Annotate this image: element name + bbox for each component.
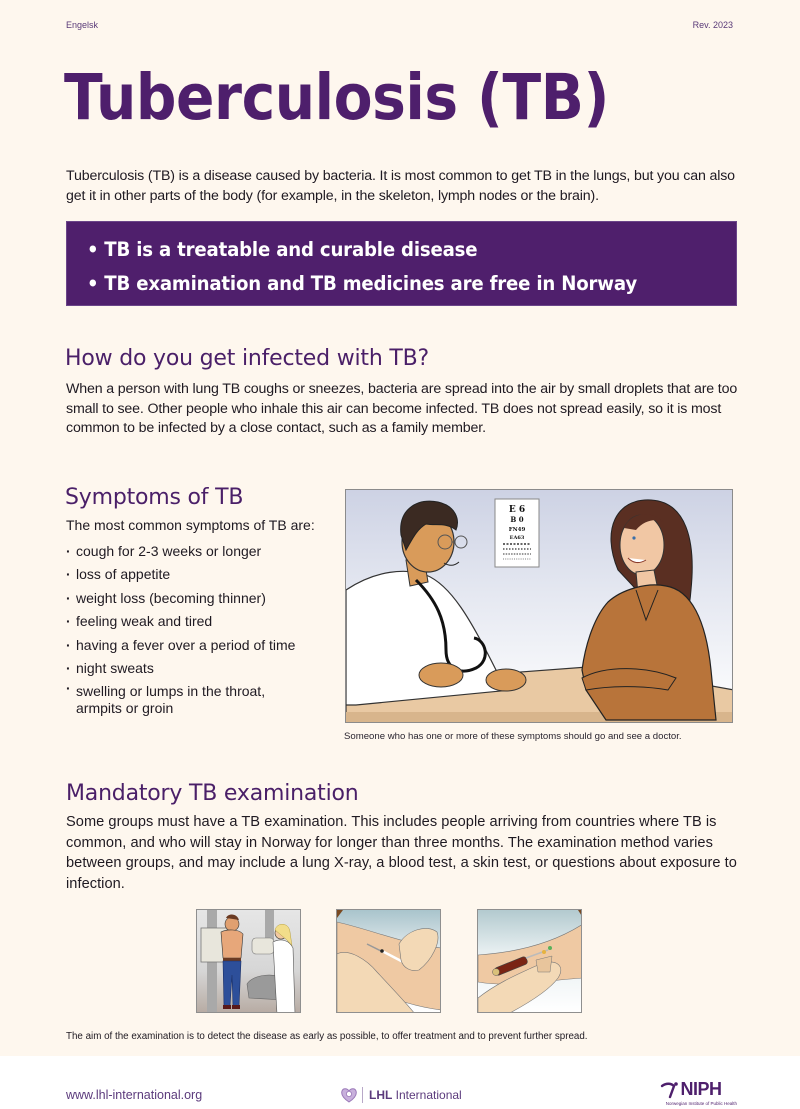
symptom-item: · night sweats	[66, 657, 295, 680]
lhl-name: LHL International	[369, 1088, 462, 1102]
lhl-heart-icon	[340, 1086, 358, 1104]
bullet-icon: •	[87, 238, 99, 261]
mandatory-paragraph: Some groups must have a TB examination. This includes people arriving from countries where TB is common, and who will stay in Norway for longer than three months. The examination method varies between groups, and may include a lung X-ray, a blood test, a skin test, or questions about exposure to infection.	[66, 814, 737, 892]
symptom-item: · swelling or lumps in the throat, armpits or groin	[66, 680, 286, 717]
doctor-patient-illustration	[345, 489, 733, 723]
logo-divider	[362, 1087, 363, 1103]
revision-label: Rev. 2023	[692, 20, 733, 30]
symptoms-heading: Symptoms of TB	[65, 485, 244, 510]
symptom-item: · loss of appetite	[66, 563, 295, 586]
illustration-caption: Someone who has one or more of these symptoms should go and see a doctor.	[344, 731, 682, 742]
symptom-item: · weight loss (becoming thinner)	[66, 587, 295, 610]
mandatory-heading: Mandatory TB examination	[66, 781, 359, 806]
lhl-international-logo	[340, 1086, 462, 1104]
niph-figure-icon	[660, 1081, 680, 1099]
lung-xray-illustration	[196, 909, 301, 1013]
language-label: Engelsk	[66, 20, 99, 30]
symptoms-intro: The most common symptoms of TB are:	[66, 517, 315, 533]
niph-subtitle: Norwegian Institute of Public Health	[665, 1101, 737, 1106]
examination-aim-note: The aim of the examination is to detect the disease as early as possible, to offer treatment and to prevent further spread.	[66, 1031, 588, 1042]
doctor-patient-drawing	[346, 490, 733, 723]
key-point: • TB examination and TB medicines are free in Norway	[87, 267, 691, 301]
svg-text:B 0: B 0	[510, 515, 524, 524]
svg-text:FN49: FN49	[508, 527, 526, 533]
symptom-item: · cough for 2-3 weeks or longer	[66, 540, 295, 563]
niph-name: NIPH	[680, 1079, 722, 1099]
symptom-item: · feeling weak and tired	[66, 610, 295, 633]
symptom-item: · having a fever over a period of time	[66, 634, 295, 657]
page-title: Tuberculosis (TB)	[64, 61, 609, 134]
infection-paragraph: When a person with lung TB coughs or sneezes, bacteria are spread into the air by small droplets that are too small to see. Other people who inhale this air can become infected. TB does not spread easily, so it is most common to be infected by a close contact, such as a family member.	[66, 381, 738, 436]
blood-test-illustration	[477, 909, 582, 1013]
eye-chart-icon	[495, 499, 539, 567]
svg-text:E 6: E 6	[508, 505, 526, 515]
website-link[interactable]: www.lhl-international.org	[66, 1088, 203, 1102]
bullet-icon: •	[87, 272, 99, 295]
key-points-box	[66, 221, 737, 306]
svg-text:EA63: EA63	[509, 535, 525, 541]
key-point: • TB is a treatable and curable disease	[87, 233, 691, 267]
niph-logo	[645, 1079, 737, 1106]
infection-heading: How do you get infected with TB?	[65, 346, 429, 371]
skin-test-illustration	[336, 909, 441, 1013]
intro-paragraph: Tuberculosis (TB) is a disease caused by bacteria. It is most common to get TB in the lungs, but you can also get it in other parts of the body (for example, in the skeleton, lymph nodes or the brain).	[66, 168, 735, 204]
symptoms-list	[66, 540, 295, 717]
